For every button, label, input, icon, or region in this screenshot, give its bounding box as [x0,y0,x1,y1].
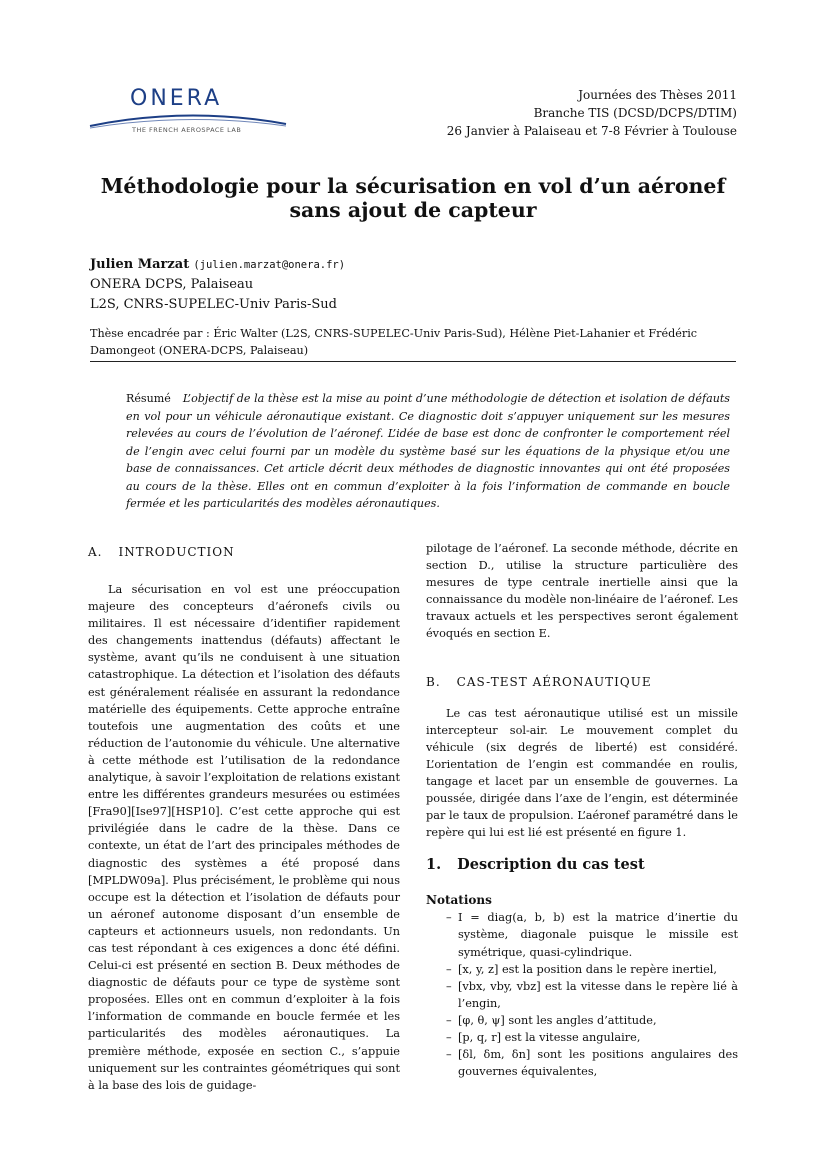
section-b-title: CAS-TEST AÉRONAUTIQUE [456,674,652,689]
paper-title-line-1: Méthodologie pour la sécurisation en vol d’un aéronef [100,174,726,198]
right-column [426,540,738,1080]
paper-title [60,174,766,222]
conference-branch: Branche TIS (DCSD/DCPS/DTIM) [533,106,737,120]
author-email: (julien.marzat@onera.fr) [193,259,346,271]
author-affiliation-2: L2S, CNRS-SUPELEC-Univ Paris-Sud [90,297,337,312]
author-affiliation-1: ONERA DCPS, Palaiseau [90,277,254,292]
section-a-number: A. [88,545,103,559]
abstract-text: L’objectif de la thèse est la mise au point d’une méthodologie de détection et isolation de défauts en vol pour un véhicule aéronautique existant. Ce diagnostic doit s’appuyer uniquement sur les mesures relevées au cours de l’évolution de l’aéronef. L’idée de base est donc de confronter le comportement réel de l’engin avec celui fourni par un modèle du système basé sur les équations de la physique et/ou une base de connaissances. Cet article décrit deux méthodes de diagnostic innovantes qui ont été proposées au cours de la thèse. Elles ont en commun d’exploiter à la fois l’information de commande en boucle fermée et les particularités des modèles aéronautiques. [126,392,730,510]
notations-heading: Notations [426,893,492,908]
onera-logo [88,86,288,138]
notation-item: – [vbx, vby, vbz] est la vitesse dans le repère lié à l’engin, [446,978,738,1012]
subsection-1-heading [426,855,738,875]
section-b-heading [426,673,738,691]
conference-dates: 26 Janvier à Palaiseau et 7-8 Février à Toulouse [446,124,737,138]
notation-item: – [δl, δm, δn] sont les positions angulaires des gouvernes équivalentes, [446,1046,738,1080]
section-a-continuation: pilotage de l’aéronef. La seconde méthode, décrite en section D., utilise la structure particulière des mesures de type centrale inertielle ainsi que la connaissance du modèle non-linéaire de l’aéronef. Les travaux actuels et les perspectives seront également évoqués en section E. [426,542,738,641]
conference-header [447,86,737,140]
subsection-1-number: 1. [426,856,442,874]
section-b-paragraph: Le cas test aéronautique utilisé est un missile intercepteur sol-air. Le mouvement complet du véhicule (six degrés de liberté) est considéré. L’orientation de l’engin est commandée en roulis, tangage et lacet par un ensemble de gouvernes. La poussée, dirigée dans l’axe de l’engin, est déterminée par le taux de propulsion. L’aéronef paramétré dans le repère qui lui est lié est présenté en figure 1. [426,706,738,840]
logo-wordmark: ONERA [130,86,223,111]
conference-name: Journées des Thèses 2011 [578,88,737,102]
section-a-title: INTRODUCTION [118,545,235,559]
section-a-heading [88,543,400,561]
paper-title-line-2: sans ajout de capteur [289,198,537,222]
author-block [90,255,345,315]
section-a-paragraph: La sécurisation en vol est une préoccupation majeure des concepteurs d’aéronefs civils ou militaires. Il est nécessaire d’identifier rapidement des changements inattendus (défauts) affectant le système, avant qu’ils ne conduisent à une situation catastrophique. La détection et l’isolation des défauts est généralement réalisée en assurant la redondance matérielle des équipements. Cette approche entraîne toutefois une augmentation des coûts et une réduction de l’autonomie du véhicule. Une alternative à cette méthode est l’utilisation de la redondance analytique, à savoir l’exploitation de relations existant entre les différentes grandeurs mesurées ou estimées [Fra90][Ise97][HSP10]. C’est cette approche qui est privilégiée dans le cadre de la thèse. Dans ce contexte, un état de l’art des principales méthodes de diagnostic des systèmes a été proposé dans [MPLDW09a]. Plus précisément, le problème qui nous occupe est la détection et l’isolation de défauts pour un aéronef autonome disposant d’un ensemble de capteurs et actionneurs usuels, non redondants. Un cas test répondant à ces exigences a donc été défini. Celui-ci est présenté en section B. Deux méthodes de diagnostic de défauts pour ce type de système sont proposées. Elles ont en commun d’exploiter à la fois l’information de commande en boucle fermée et les particularités des modèles aéronautiques. La première méthode, exposée en section C., s’appuie uniquement sur les contraintes géométriques qui sont à la base des lois de guidage- [88,583,400,1092]
notations-list [426,909,738,1080]
notation-item: – [φ, θ, ψ] sont les angles d’attitude, [446,1012,738,1029]
author-name: Julien Marzat [90,257,190,272]
notation-item: – I = diag(a, b, b) est la matrice d’inertie du système, diagonale puisque le missile est symétrique, quasi-cylindrique. [446,909,738,960]
abstract [126,390,730,513]
supervision-note: Thèse encadrée par : Éric Walter (L2S, CNRS-SUPELEC-Univ Paris-Sud), Hélène Piet-Lahanier et Frédéric Damongeot (ONERA-DCPS, Palaiseau) [90,327,698,357]
section-b-number: B. [426,674,441,689]
logo-tagline: THE FRENCH AEROSPACE LAB [132,126,242,134]
subsection-1-title: Description du cas test [457,856,645,874]
notation-item: – [x, y, z] est la position dans le repère inertiel, [446,961,738,978]
left-column [88,543,400,1094]
notation-item: – [p, q, r] est la vitesse angulaire, [446,1029,738,1046]
abstract-label: Résumé [126,392,171,405]
header-divider [90,361,736,362]
